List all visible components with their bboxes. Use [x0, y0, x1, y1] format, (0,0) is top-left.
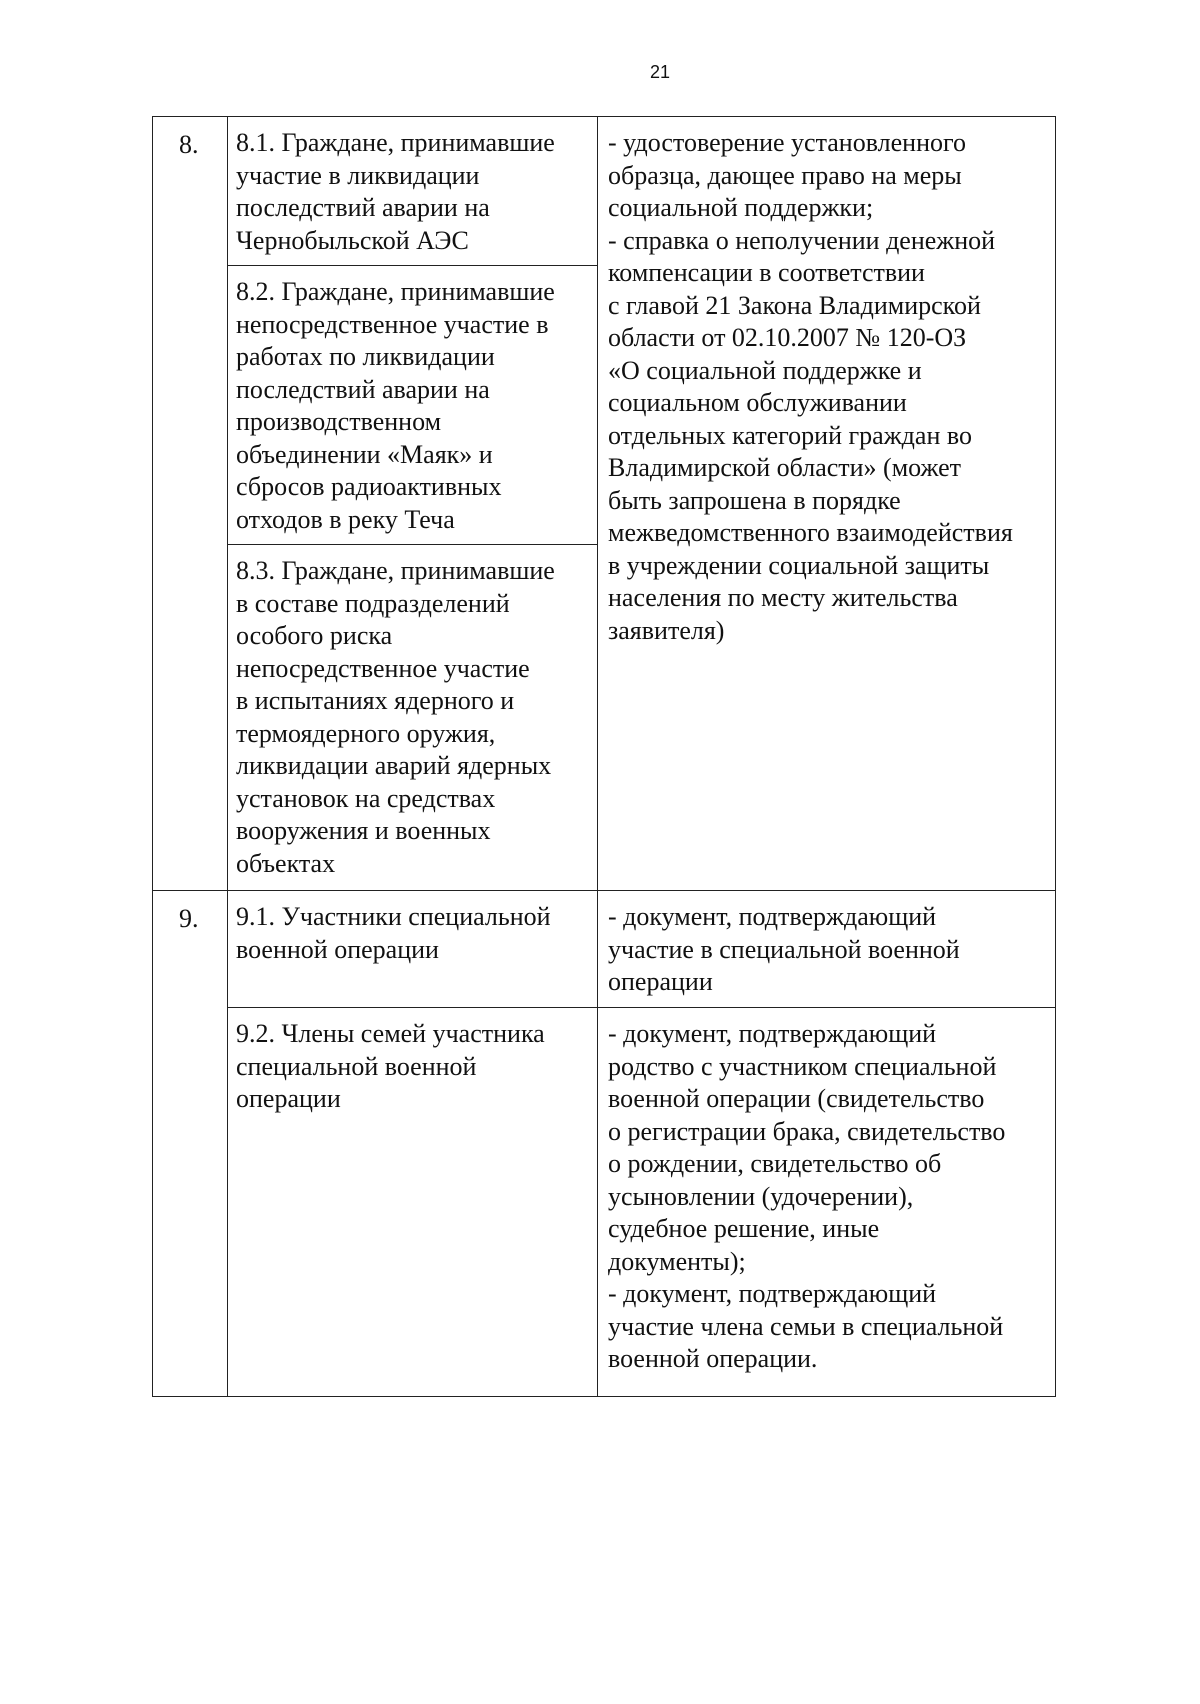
category-cell: 8.1. Граждане, принимавшие участие в ликвидации последствий аварии на Чернобыльской АЭС — [228, 117, 598, 266]
documents-cell: - удостоверение установленного образца, дающее право на меры социальной поддержки; - справка о неполучении денежной компенсации в соответствии с главой 21 Закона Владимирской области от 02.10.2007 № 120-ОЗ «О социальной поддержке и социальном обслуживании отдельных категорий граждан во Владимирской области» (может быть запрошена в порядке межведомственного взаимодействия в учреждении социальной защиты населения по месту жительства заявителя) — [598, 117, 1056, 891]
category-cell: 9.2. Члены семей участника специальной военной операции — [228, 1008, 598, 1397]
category-cell: 8.2. Граждане, принимавшие непосредственное участие в работах по ликвидации последствий аварии на производственном объединении «Маяк» и сбросов радиоактивных отходов в реку Теча — [228, 266, 598, 545]
category-cell: 8.3. Граждане, принимавшие в составе подразделений особого риска непосредственное участие в испытаниях ядерного и термоядерного оружия, ликвидации аварий ядерных установок на средствах вооружения и военных объектах — [228, 545, 598, 891]
row-number: 9. — [153, 891, 228, 1397]
category-cell: 9.1. Участники специальной военной операции — [228, 891, 598, 1008]
document-table — [152, 116, 1056, 1397]
row-number: 8. — [153, 117, 228, 891]
table-row — [153, 891, 1056, 1008]
page-number: 21 — [649, 62, 671, 82]
documents-cell: - документ, подтверждающий участие в специальной военной операции — [598, 891, 1056, 1008]
table-row — [153, 117, 1056, 266]
table-row — [153, 1008, 1056, 1397]
documents-cell: - документ, подтверждающий родство с участником специальной военной операции (свидетельство о регистрации брака, свидетельство о рождении, свидетельство об усыновлении (удочерении), судебное решение, иные документы); - документ, подтверждающий участие члена семьи в специальной военной операции. — [598, 1008, 1056, 1397]
